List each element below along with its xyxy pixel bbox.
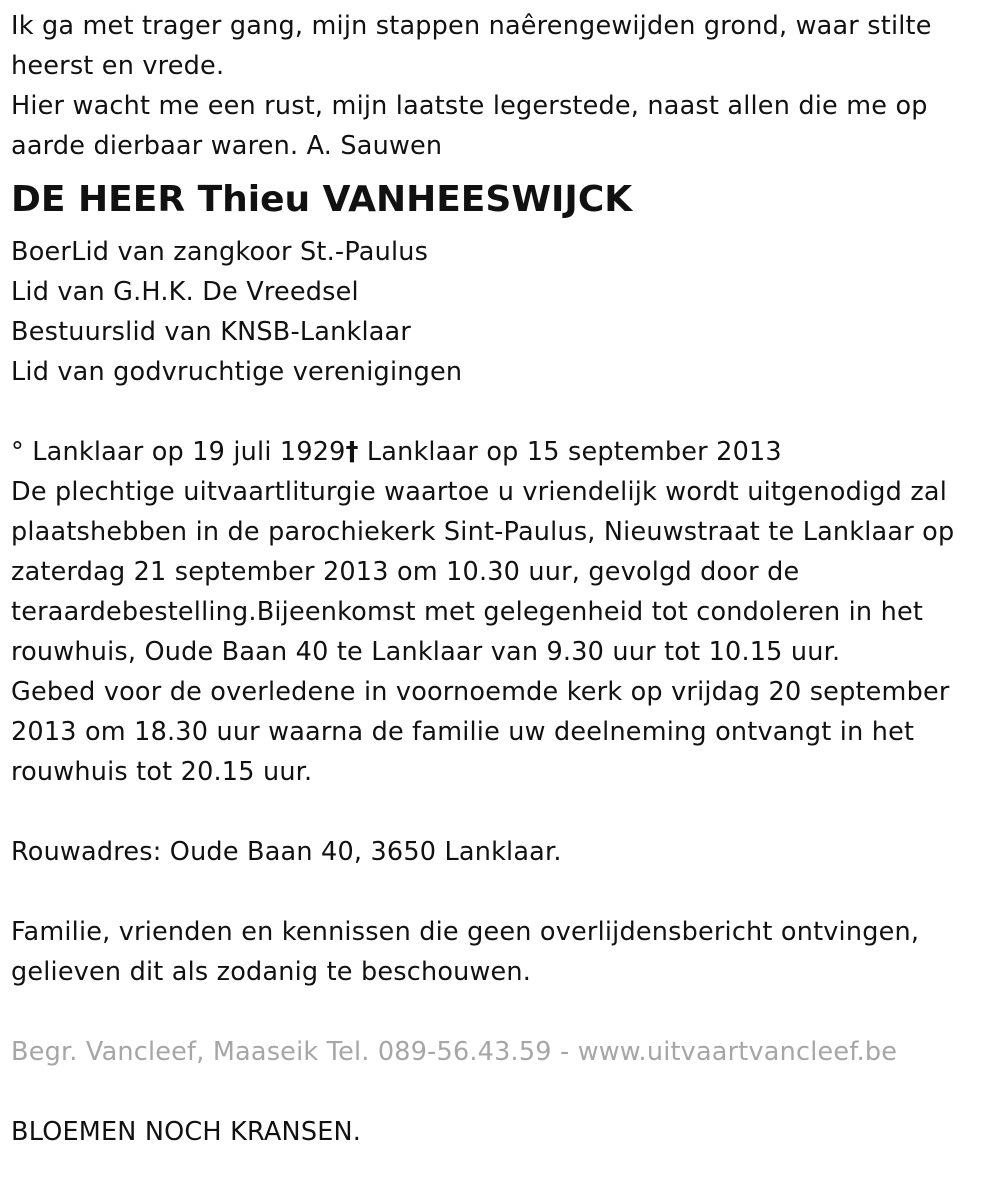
funeral-line: plaatshebben in de parochiekerk Sint-Paulus, Nieuwstraat te Lanklaar op [11, 517, 955, 547]
poem-line: Ik ga met trager gang, mijn stappen naêrengewijden grond, waar stilte [11, 11, 932, 41]
spacer [11, 792, 1000, 832]
spacer [11, 392, 1000, 432]
poem [11, 6, 1000, 166]
funeral-line: Gebed voor de overledene in voornoemde kerk op vrijdag 20 september [11, 677, 950, 707]
funeral-line: rouwhuis tot 20.15 uur. [11, 757, 313, 787]
role-line: Lid van G.H.K. De Vreedsel [11, 277, 359, 307]
poem-line: Hier wacht me een rust, mijn laatste legerstede, naast allen die me op [11, 91, 928, 121]
funeral-line: zaterdag 21 september 2013 om 10.30 uur, gevolgd door de [11, 557, 800, 587]
notice-line: Familie, vrienden en kennissen die geen overlijdensbericht ontvingen, [11, 917, 920, 947]
role-line: Bestuurslid van KNSB-Lanklaar [11, 317, 412, 347]
funeral-line: rouwhuis, Oude Baan 40 te Lanklaar van 9.30 uur tot 10.15 uur. [11, 637, 841, 667]
funeral-line: De plechtige uitvaartliturgie waartoe u vriendelijk wordt uitgenodigd zal [11, 477, 948, 507]
undertaker-info: Begr. Vancleef, Maaseik Tel. 089-56.43.59 - www.uitvaartvancleef.be [11, 1037, 898, 1067]
birth-date: ° Lanklaar op 19 juli 1929 [11, 437, 346, 467]
notice-line: gelieven dit als zodanig te beschouwen. [11, 957, 532, 987]
spacer [11, 872, 1000, 912]
cross-icon: † [345, 437, 359, 467]
funeral-details [11, 472, 1000, 792]
spacer [11, 1072, 1000, 1112]
notice [11, 912, 1000, 992]
poem-line: aarde dierbaar waren. A. Sauwen [11, 131, 443, 161]
funeral-line: teraardebestelling.Bijeenkomst met gelegenheid tot condoleren in het [11, 597, 924, 627]
role-line: BoerLid van zangkoor St.-Paulus [11, 237, 429, 267]
role-line: Lid van godvruchtige verenigingen [11, 357, 463, 387]
funeral-line: 2013 om 18.30 uur waarna de familie uw deelneming ontvangt in het [11, 717, 915, 747]
flowers-note: BLOEMEN NOCH KRANSEN. [11, 1117, 362, 1147]
spacer [11, 992, 1000, 1032]
deceased-name: DE HEER Thieu VANHEESWIJCK [11, 179, 633, 220]
poem-line: heerst en vrede. [11, 51, 225, 81]
life-dates [11, 432, 1000, 472]
death-date: Lanklaar op 15 september 2013 [358, 437, 782, 467]
mourning-address: Rouwadres: Oude Baan 40, 3650 Lanklaar. [11, 837, 562, 867]
deceased-roles [11, 232, 1000, 392]
